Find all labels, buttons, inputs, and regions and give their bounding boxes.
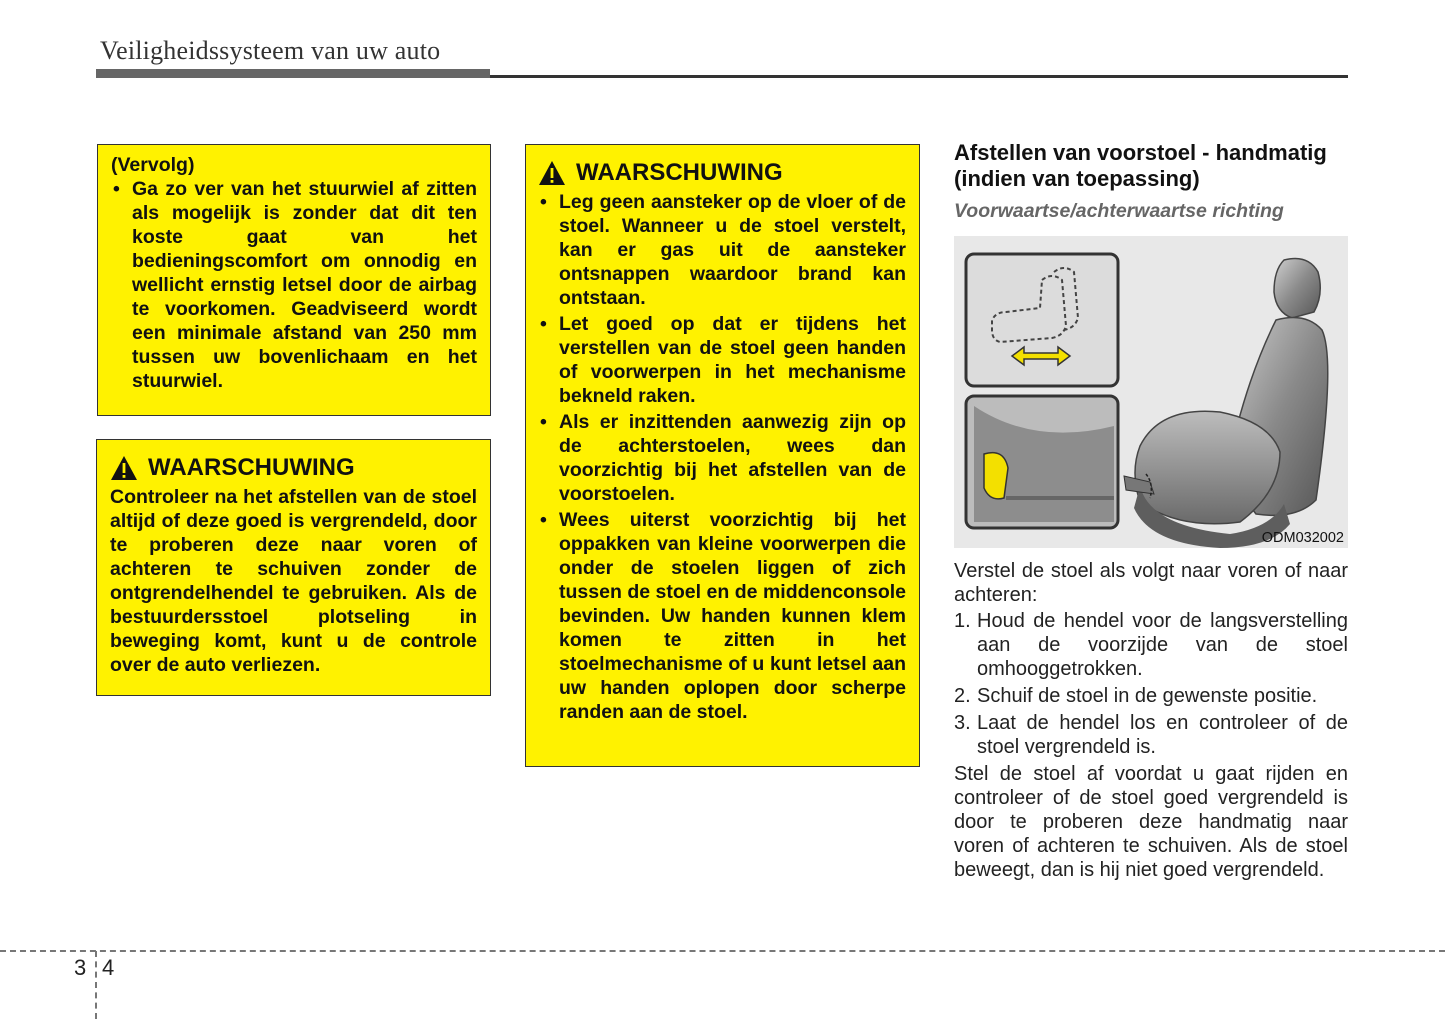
warning-box-seat-safety: [525, 144, 920, 767]
warning-bullet: • Wees uiterst voorzichtig bij het oppakken van kleine voorwerpen die onder de stoelen liggen of zich tussen de stoel en de middenconsole bevinden. Uw handen kunnen klem komen te zitten in het stoelmechanisme of u kunt letsel aan uw handen oplopen door scherpe randen aan de stoel.: [538, 508, 906, 724]
footer-dashed-divider: [95, 951, 97, 1019]
warning-triangle-icon: [110, 455, 138, 481]
section-subtitle: Voorwaartse/achterwaartse richting: [954, 200, 1284, 222]
step-item: [954, 684, 1348, 708]
step-number: 1.: [954, 610, 971, 632]
footer-dashed-rule: [0, 950, 1445, 952]
header-rule: [490, 75, 1348, 78]
closing-paragraph: Stel de stoel af voordat u gaat rijden en controleer of de stoel goed vergrendeld is door te proberen deze handmatig naar voren of achteren te schuiven. Als de stoel beweegt, dan is hij niet goed vergrendeld.: [954, 763, 1348, 881]
seat-illustration: [954, 236, 1348, 548]
continued-box: [97, 144, 491, 416]
section-title: Afstellen van voorstoel - handmatig (indien van toepassing): [954, 140, 1327, 191]
figure-code: ODM032002: [1261, 530, 1344, 546]
warning-box-lock-check: [96, 439, 491, 696]
page-number: 4: [102, 955, 115, 980]
continued-label: (Vervolg): [111, 154, 195, 176]
seat-adjustment-section: [954, 140, 1348, 882]
page-header-title: Veiligheidssysteem van uw auto: [100, 36, 441, 65]
instructions-intro: Verstel de stoel als volgt naar voren of naar achteren:: [954, 560, 1348, 606]
steps-list: [954, 609, 1348, 759]
page-section-number: 3: [74, 955, 87, 980]
step-item: [954, 609, 1348, 681]
header-bar: [96, 69, 490, 78]
warning-title: WAARSCHUWING: [148, 454, 355, 481]
warning-bullet: • Let goed op dat er tijdens het verstellen van de stoel geen handen of voorwerpen in het mechanisme bekneld raken.: [538, 312, 906, 408]
warning-triangle-icon: [538, 160, 566, 186]
step-text: Houd de hendel voor de langsverstelling aan de voorzijde van de stoel omhooggetrokken.: [977, 610, 1348, 680]
continued-bullet: • Ga zo ver van het stuurwiel af zitten als mogelijk is zonder dat dit ten koste gaat van het bedieningscomfort om onnodig en wellicht ernstig letsel door de airbag te voorkomen. Geadviseerd wordt een minimale afstand van 250 mm tussen uw bovenlichaam en het stuurwiel.: [111, 177, 477, 393]
step-item: [954, 711, 1348, 759]
warning-title: WAARSCHUWING: [576, 159, 783, 186]
step-number: 2.: [954, 685, 971, 707]
step-text: Schuif de stoel in de gewenste positie.: [977, 685, 1318, 707]
warning-text: Controleer na het afstellen van de stoel altijd of deze goed is vergrendeld, door te proberen deze naar voren of achteren te schuiven zonder de ontgrendelhendel te gebruiken. Als de bestuurdersstoel plotseling in beweging komt, kunt u de controle over de auto verliezen.: [110, 486, 477, 676]
step-text: Laat de hendel los en controleer of de stoel vergrendeld is.: [977, 712, 1348, 758]
seat-illustration-graphic: [954, 236, 1348, 548]
warning-bullet: • Leg geen aansteker op de vloer of de stoel. Wanneer u de stoel verstelt, kan er gas uit de aansteker ontsnappen waardoor brand kan ontstaan.: [538, 190, 906, 310]
warning-bullet: • Als er inzittenden aanwezig zijn op de achterstoelen, wees dan voorzichtig bij het afstellen van de voorstoelen.: [538, 410, 906, 506]
step-number: 3.: [954, 712, 971, 734]
